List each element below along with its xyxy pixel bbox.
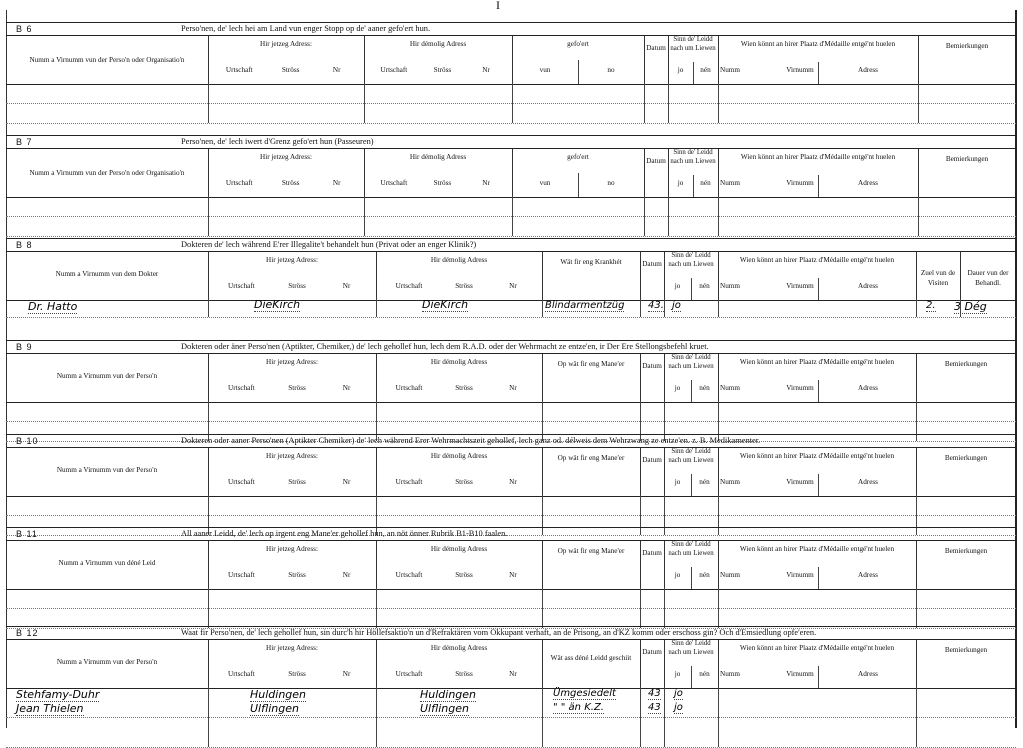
row-col-divider bbox=[208, 103, 209, 123]
current-nr-label: Nr bbox=[342, 478, 351, 486]
jo-label: jo bbox=[677, 66, 684, 74]
section-code: B 12 bbox=[16, 628, 39, 638]
row-col-divider bbox=[668, 216, 669, 236]
col3-label: Op wät fir eng Mane'er bbox=[557, 360, 625, 368]
row-col-divider bbox=[208, 717, 209, 747]
row-col-divider bbox=[664, 299, 665, 317]
row-col-divider bbox=[208, 216, 209, 236]
wien-virnumm-label: Virnumm bbox=[786, 571, 814, 579]
row-col-divider bbox=[542, 717, 543, 747]
section-code: B 7 bbox=[16, 137, 33, 147]
row-col-divider bbox=[208, 83, 209, 103]
sinn-divider bbox=[691, 278, 692, 300]
current-address-label: Hir jetzeg Adress: bbox=[266, 452, 318, 460]
section-title: Perso'nen, de' lech iwert d'Grenz gefo'ert hun (Passeuren) bbox=[181, 137, 374, 146]
name-col-label: Numm a Virnumm vun der Perso'n oder Organisatio'n bbox=[29, 169, 185, 177]
current-address-label: Hir jetzeg Adress: bbox=[266, 644, 318, 652]
row-col-divider bbox=[668, 196, 669, 216]
former-nr-label: Nr bbox=[509, 384, 517, 392]
section-7 bbox=[6, 135, 1016, 236]
sinn-divider bbox=[693, 175, 694, 197]
former-stross-label: Ströss bbox=[433, 179, 452, 187]
row-col-divider bbox=[542, 588, 543, 608]
sinn-leidd-label: Sinn de' Leidd nach um Liewen bbox=[668, 354, 714, 370]
sinn-divider bbox=[691, 666, 692, 688]
row-col-divider bbox=[664, 687, 665, 717]
current-urtschaft-label: Urtschaft bbox=[228, 282, 255, 290]
row-col-divider bbox=[916, 717, 917, 747]
row-col-divider bbox=[376, 588, 377, 608]
entry-row bbox=[6, 401, 1016, 422]
row-col-divider bbox=[668, 83, 669, 103]
wien-divider bbox=[818, 474, 819, 496]
wien-numm-label: Numm bbox=[720, 478, 740, 486]
datum-label: Datum bbox=[642, 260, 662, 268]
row-col-divider bbox=[640, 401, 641, 421]
entry-row bbox=[6, 196, 1016, 217]
row-col-divider bbox=[208, 401, 209, 421]
wien-divider bbox=[818, 666, 819, 688]
former-nr-label: Nr bbox=[509, 282, 517, 290]
sinn-leidd-label: Sinn de' Leidd nach um Liewen bbox=[668, 541, 714, 557]
b12-name: Jean Thielen bbox=[16, 702, 84, 715]
b12-former-town: Huldingen bbox=[420, 688, 477, 701]
bemierkungen-label: Bemierkungen bbox=[944, 646, 988, 654]
col3-label: Op wät fir eng Mane'er bbox=[557, 454, 625, 462]
b12-current-town: Huldingen bbox=[250, 688, 307, 701]
former-address-label: Hir démolig Adress bbox=[409, 40, 467, 48]
row-col-divider bbox=[718, 103, 719, 123]
jo-label: jo bbox=[674, 384, 681, 392]
gefoert-label: gefo'ert bbox=[567, 40, 589, 48]
current-stross-label: Ströss bbox=[288, 478, 306, 486]
sinn-leidd-label: Sinn de' Leidd nach um Liewen bbox=[668, 252, 714, 268]
entry-row bbox=[6, 216, 1016, 237]
former-nr-label: Nr bbox=[482, 66, 490, 74]
former-address-label: Hir démolig Adress bbox=[409, 153, 467, 161]
current-address-label: Hir jetzeg Adress: bbox=[266, 256, 318, 264]
entry-row bbox=[6, 588, 1016, 609]
former-nr-label: Nr bbox=[509, 478, 517, 486]
jo-label: jo bbox=[674, 478, 681, 486]
current-stross-label: Ströss bbox=[288, 282, 306, 290]
section-header bbox=[6, 639, 1016, 689]
bemierkungen-label: Bemierkungen bbox=[944, 547, 988, 555]
datum-label: Datum bbox=[642, 648, 662, 656]
no-label: no bbox=[607, 66, 615, 74]
row-col-divider bbox=[718, 687, 719, 717]
sinn-divider bbox=[691, 380, 692, 402]
wien-numm-label: Numm bbox=[720, 384, 740, 392]
top-marker: I bbox=[496, 0, 500, 12]
b8-former-town: DieKirch bbox=[422, 298, 469, 311]
current-stross-label: Ströss bbox=[288, 571, 306, 579]
wien-adress-label: Adress bbox=[858, 282, 878, 290]
wien-numm-label: Numm bbox=[720, 670, 740, 678]
row-col-divider bbox=[664, 588, 665, 608]
row-col-divider bbox=[916, 495, 917, 515]
wien-label: Wien könnt an hirer Plaatz d'Médaille entgé'nt huelen bbox=[739, 644, 895, 652]
section-header bbox=[6, 251, 1016, 301]
row-col-divider bbox=[718, 196, 719, 216]
section-header bbox=[6, 447, 1016, 497]
former-urtschaft-label: Urtschaft bbox=[395, 478, 423, 486]
former-address-label: Hir démolig Adress bbox=[430, 358, 488, 366]
section-code: B 11 bbox=[16, 529, 38, 539]
b12-current-town: Ulflingen bbox=[250, 702, 299, 715]
section-title: Waat fir Perso'nen, de' lech gehollef hun, sin durc'h hir Höllefsaktio'n un d'Refraktären vom Okkupant verhaft, an de Prisong, an d'KZ komm oder erschoss gin? Och d'Emsiedlung opfe'eren. bbox=[181, 628, 817, 637]
datum-label: Datum bbox=[642, 549, 662, 557]
row-col-divider bbox=[640, 588, 641, 608]
row-col-divider bbox=[208, 588, 209, 608]
current-nr-label: Nr bbox=[332, 66, 341, 74]
vun-label: vun bbox=[539, 179, 551, 187]
current-urtschaft-label: Urtschaft bbox=[225, 66, 253, 74]
section-8 bbox=[6, 238, 1016, 339]
former-urtschaft-label: Urtschaft bbox=[395, 670, 423, 678]
gefoert-divider bbox=[578, 173, 579, 197]
gefoert-label: gefo'ert bbox=[567, 153, 589, 161]
row-col-divider bbox=[918, 216, 919, 236]
wien-virnumm-label: Virnumm bbox=[786, 66, 814, 74]
section-11 bbox=[6, 527, 1016, 628]
row-col-divider bbox=[542, 608, 543, 628]
jo-label: jo bbox=[677, 179, 684, 187]
wien-adress-label: Adress bbox=[858, 66, 878, 74]
row-col-divider bbox=[644, 103, 645, 123]
row-col-divider bbox=[644, 83, 645, 103]
b8-illness: Blindarmentzüg bbox=[545, 300, 625, 311]
row-col-divider bbox=[376, 401, 377, 421]
former-urtschaft-label: Urtschaft bbox=[380, 66, 408, 74]
former-stross-label: Ströss bbox=[455, 571, 473, 579]
row-col-divider bbox=[916, 299, 917, 317]
row-col-divider bbox=[644, 216, 645, 236]
header-col-3 bbox=[542, 640, 640, 688]
name-col-label: Numm a Virnumm vun der Perso'n oder Organisatio'n bbox=[29, 56, 185, 64]
wien-label: Wien könnt an hirer Plaatz d'Médaille entgé'nt huelen bbox=[739, 358, 895, 366]
section-title: Dokteren oder äner Perso'nen (Aptikter, Chemiker,) de' lech gehollef hun, lech dem R.A.D. oder der Wehrmacht ze entze'en, ir Der Ere Stellongsbefehl kruet. bbox=[181, 342, 709, 351]
wien-divider bbox=[818, 175, 819, 197]
sinn-leidd-label: Sinn de' Leidd nach um Liewen bbox=[670, 36, 716, 52]
wien-label: Wien könnt an hirer Plaatz d'Médaille entgé'nt huelen bbox=[739, 256, 895, 264]
nen-label: nén bbox=[699, 384, 710, 392]
current-nr-label: Nr bbox=[342, 670, 351, 678]
row-col-divider bbox=[512, 196, 513, 216]
b8-name: Dr. Hatto bbox=[28, 300, 78, 313]
row-col-divider bbox=[376, 717, 377, 747]
b8-date: 43. bbox=[648, 300, 664, 311]
wien-adress-label: Adress bbox=[858, 179, 878, 187]
row-col-divider bbox=[718, 608, 719, 628]
wien-divider bbox=[818, 278, 819, 300]
row-col-divider bbox=[512, 83, 513, 103]
jo-label: jo bbox=[674, 571, 681, 579]
sinn-divider bbox=[693, 62, 694, 84]
wien-numm-label: Numm bbox=[720, 571, 740, 579]
former-stross-label: Ströss bbox=[455, 670, 473, 678]
row-col-divider bbox=[376, 495, 377, 515]
section-title: All aaner Leidd, de' lech op irgent eng Mane'er gehollef hun, an nöt önner Rubrik B1-B10 faalen. bbox=[181, 529, 508, 538]
row-col-divider bbox=[918, 83, 919, 103]
row-col-divider bbox=[664, 495, 665, 515]
name-col-label: Numm a Virnumm vun déné Leid bbox=[58, 559, 156, 567]
name-col-label: Numm a Virnumm vun der Perso'n bbox=[56, 658, 158, 666]
name-col-label: Numm a Virnumm vun der Perso'n bbox=[56, 372, 158, 380]
section-12 bbox=[6, 626, 1016, 727]
row-col-divider bbox=[512, 216, 513, 236]
current-nr-label: Nr bbox=[342, 571, 351, 579]
row-col-divider bbox=[668, 103, 669, 123]
wien-adress-label: Adress bbox=[858, 670, 878, 678]
row-col-divider bbox=[718, 83, 719, 103]
current-nr-label: Nr bbox=[342, 384, 351, 392]
row-col-divider bbox=[916, 687, 917, 717]
row-col-divider bbox=[640, 495, 641, 515]
section-code: B 6 bbox=[16, 24, 33, 34]
section-title: Dokteren oder aaner Perso'nen (Aptikter Chemiker) de' lech während Erer Wehrmachtszeit gehollef, lech ganz od. délweis dem Wehrzwang ze entze'en. z. B. Medikamenter. bbox=[181, 436, 761, 445]
b12-date: 43 bbox=[648, 702, 661, 713]
row-col-divider bbox=[916, 608, 917, 628]
row-col-divider bbox=[364, 196, 365, 216]
b12-what: Ümgesiedelt bbox=[553, 688, 616, 699]
no-label: no bbox=[607, 179, 615, 187]
b12-name: Stehfamy-Duhr bbox=[16, 688, 100, 701]
wien-label: Wien könnt an hirer Plaatz d'Médaille entgé'nt huelen bbox=[739, 545, 895, 553]
b12-former-town: Ulflingen bbox=[420, 702, 469, 715]
b8-current-town: DieKirch bbox=[254, 298, 301, 311]
section-header bbox=[6, 148, 1016, 198]
wien-numm-label: Numm bbox=[720, 282, 740, 290]
row-col-divider bbox=[664, 717, 665, 747]
wien-numm-label: Numm bbox=[720, 179, 740, 187]
current-nr-label: Nr bbox=[332, 179, 341, 187]
nen-label: nén bbox=[699, 571, 710, 579]
b12-date: 43 bbox=[648, 688, 661, 699]
section-code: B 10 bbox=[16, 436, 39, 446]
visits-label: Zuel vun de Visiten bbox=[920, 269, 956, 287]
row-col-divider bbox=[208, 687, 209, 717]
wien-label: Wien könnt an hirer Plaatz d'Médaille entgé'nt huelen bbox=[740, 153, 896, 161]
current-address-label: Hir jetzeg Adress: bbox=[266, 358, 318, 366]
former-stross-label: Ströss bbox=[455, 478, 473, 486]
wien-virnumm-label: Virnumm bbox=[786, 478, 814, 486]
wien-numm-label: Numm bbox=[720, 66, 740, 74]
row-col-divider bbox=[718, 401, 719, 421]
row-col-divider bbox=[376, 687, 377, 717]
jo-label: jo bbox=[674, 282, 681, 290]
row-col-divider bbox=[916, 401, 917, 421]
entry-row bbox=[6, 495, 1016, 516]
bemierkungen-label: Bemierkungen bbox=[945, 155, 989, 163]
b12-what: " " än K.Z. bbox=[553, 702, 604, 713]
row-col-divider bbox=[718, 216, 719, 236]
wien-divider bbox=[818, 380, 819, 402]
former-stross-label: Ströss bbox=[455, 282, 473, 290]
row-col-divider bbox=[718, 717, 719, 747]
col3-label: Wät fir eng Krankhét bbox=[560, 258, 622, 266]
row-col-divider bbox=[376, 608, 377, 628]
sinn-leidd-label: Sinn de' Leidd nach um Liewen bbox=[668, 640, 714, 656]
section-9 bbox=[6, 340, 1016, 441]
current-stross-label: Ströss bbox=[288, 384, 306, 392]
current-urtschaft-label: Urtschaft bbox=[228, 670, 255, 678]
former-nr-label: Nr bbox=[482, 179, 490, 187]
row-col-divider bbox=[208, 608, 209, 628]
current-stross-label: Ströss bbox=[288, 670, 306, 678]
vun-label: vun bbox=[539, 66, 551, 74]
row-col-divider bbox=[718, 299, 719, 317]
row-col-divider bbox=[916, 588, 917, 608]
datum-label: Datum bbox=[646, 157, 666, 165]
row-col-divider bbox=[542, 495, 543, 515]
row-col-divider bbox=[918, 103, 919, 123]
current-urtschaft-label: Urtschaft bbox=[228, 478, 255, 486]
current-stross-label: Ströss bbox=[281, 179, 300, 187]
name-col-label: Numm a Virnumm vun dem Dokter bbox=[55, 270, 159, 278]
sinn-divider bbox=[691, 474, 692, 496]
section-10 bbox=[6, 434, 1016, 535]
row-col-divider bbox=[208, 196, 209, 216]
bemierkungen-label: Bemierkungen bbox=[944, 360, 988, 368]
row-col-divider bbox=[664, 608, 665, 628]
current-stross-label: Ströss bbox=[281, 66, 300, 74]
col3-label: Op wät fir eng Mane'er bbox=[557, 547, 625, 555]
current-address-label: Hir jetzeg Adress: bbox=[260, 153, 312, 161]
section-header bbox=[6, 353, 1016, 403]
b12-alive: jo bbox=[674, 688, 683, 699]
former-nr-label: Nr bbox=[509, 571, 517, 579]
row-col-divider bbox=[640, 299, 641, 317]
row-col-divider bbox=[664, 401, 665, 421]
nen-label: nén bbox=[700, 179, 711, 187]
nen-label: nén bbox=[700, 66, 711, 74]
row-col-divider bbox=[364, 83, 365, 103]
row-col-divider bbox=[512, 103, 513, 123]
former-address-label: Hir démolig Adress bbox=[430, 545, 488, 553]
current-urtschaft-label: Urtschaft bbox=[225, 179, 253, 187]
former-urtschaft-label: Urtschaft bbox=[395, 384, 423, 392]
current-address-label: Hir jetzeg Adress: bbox=[260, 40, 312, 48]
sinn-leidd-label: Sinn de' Leidd nach um Liewen bbox=[668, 448, 714, 464]
entry-row bbox=[6, 299, 1016, 318]
datum-label: Datum bbox=[642, 362, 662, 370]
duration-label: Dauer vun der Behandl. bbox=[967, 269, 1009, 287]
name-col-label: Numm a Virnumm vun der Perso'n bbox=[56, 466, 158, 474]
former-address-label: Hir démolig Adress bbox=[430, 452, 488, 460]
former-urtschaft-label: Urtschaft bbox=[395, 282, 423, 290]
former-address-label: Hir démolig Adress bbox=[430, 256, 488, 264]
sinn-divider bbox=[691, 567, 692, 589]
former-address-label: Hir démolig Adress bbox=[430, 644, 488, 652]
row-col-divider bbox=[718, 495, 719, 515]
b8-alive: jo bbox=[672, 300, 681, 311]
row-col-divider bbox=[542, 299, 543, 317]
row-col-divider bbox=[640, 608, 641, 628]
former-nr-label: Nr bbox=[509, 670, 517, 678]
nen-label: nén bbox=[699, 670, 710, 678]
b8-visits: 2. bbox=[926, 300, 936, 311]
former-stross-label: Ströss bbox=[455, 384, 473, 392]
wien-virnumm-label: Virnumm bbox=[786, 670, 814, 678]
former-stross-label: Ströss bbox=[433, 66, 452, 74]
row-col-divider bbox=[640, 717, 641, 747]
wien-virnumm-label: Virnumm bbox=[786, 282, 814, 290]
section-header bbox=[6, 540, 1016, 590]
row-col-divider bbox=[542, 401, 543, 421]
wien-adress-label: Adress bbox=[858, 478, 878, 486]
nen-label: nén bbox=[699, 478, 710, 486]
datum-label: Datum bbox=[646, 44, 666, 52]
row-col-divider bbox=[208, 495, 209, 515]
bemierkungen-label: Bemierkungen bbox=[945, 42, 989, 50]
section-title: Dokteren de' lech während E'rer Illegalite't behandelt hun (Privat oder an enger Klinik?) bbox=[181, 240, 477, 249]
current-nr-label: Nr bbox=[342, 282, 351, 290]
wien-divider bbox=[818, 567, 819, 589]
current-urtschaft-label: Urtschaft bbox=[228, 571, 255, 579]
wien-adress-label: Adress bbox=[858, 571, 878, 579]
row-col-divider bbox=[208, 299, 209, 317]
datum-label: Datum bbox=[642, 456, 662, 464]
section-code: B 9 bbox=[16, 342, 33, 352]
former-urtschaft-label: Urtschaft bbox=[380, 179, 408, 187]
row-col-divider bbox=[376, 299, 377, 317]
section-title: Perso'nen, de' lech hei am Land vun enger Stopp op de' aaner gefo'ert hun. bbox=[181, 24, 431, 33]
current-urtschaft-label: Urtschaft bbox=[228, 384, 255, 392]
entry-row bbox=[6, 717, 1016, 748]
wien-divider bbox=[818, 62, 819, 84]
section-header bbox=[6, 35, 1016, 85]
wien-adress-label: Adress bbox=[858, 384, 878, 392]
bemierkungen-label: Bemierkungen bbox=[944, 454, 988, 462]
current-address-label: Hir jetzeg Adress: bbox=[266, 545, 318, 553]
row-col-divider bbox=[640, 687, 641, 717]
sinn-leidd-label: Sinn de' Leidd nach um Liewen bbox=[670, 149, 716, 165]
jo-label: jo bbox=[674, 670, 681, 678]
row-col-divider bbox=[364, 103, 365, 123]
former-urtschaft-label: Urtschaft bbox=[395, 571, 423, 579]
entry-row bbox=[6, 687, 1016, 718]
nen-label: nén bbox=[699, 282, 710, 290]
section-6 bbox=[6, 22, 1016, 123]
wien-virnumm-label: Virnumm bbox=[786, 179, 814, 187]
b12-alive: jo bbox=[674, 702, 683, 713]
row-col-divider bbox=[364, 216, 365, 236]
section-code: B 8 bbox=[16, 240, 33, 250]
b8-duration: 3 Dég bbox=[954, 300, 987, 313]
row-col-divider bbox=[918, 196, 919, 216]
row-col-divider bbox=[718, 588, 719, 608]
entry-row bbox=[6, 83, 1016, 104]
row-col-divider bbox=[542, 687, 543, 717]
gefoert-divider bbox=[578, 60, 579, 84]
wien-label: Wien könnt an hirer Plaatz d'Médaille entgé'nt huelen bbox=[739, 452, 895, 460]
wien-virnumm-label: Virnumm bbox=[786, 384, 814, 392]
entry-row bbox=[6, 103, 1016, 124]
row-col-divider bbox=[644, 196, 645, 216]
col3-label: Wät ass déné Leidd geschiit bbox=[550, 654, 632, 662]
wien-label: Wien könnt an hirer Plaatz d'Médaille entgé'nt huelen bbox=[740, 40, 896, 48]
